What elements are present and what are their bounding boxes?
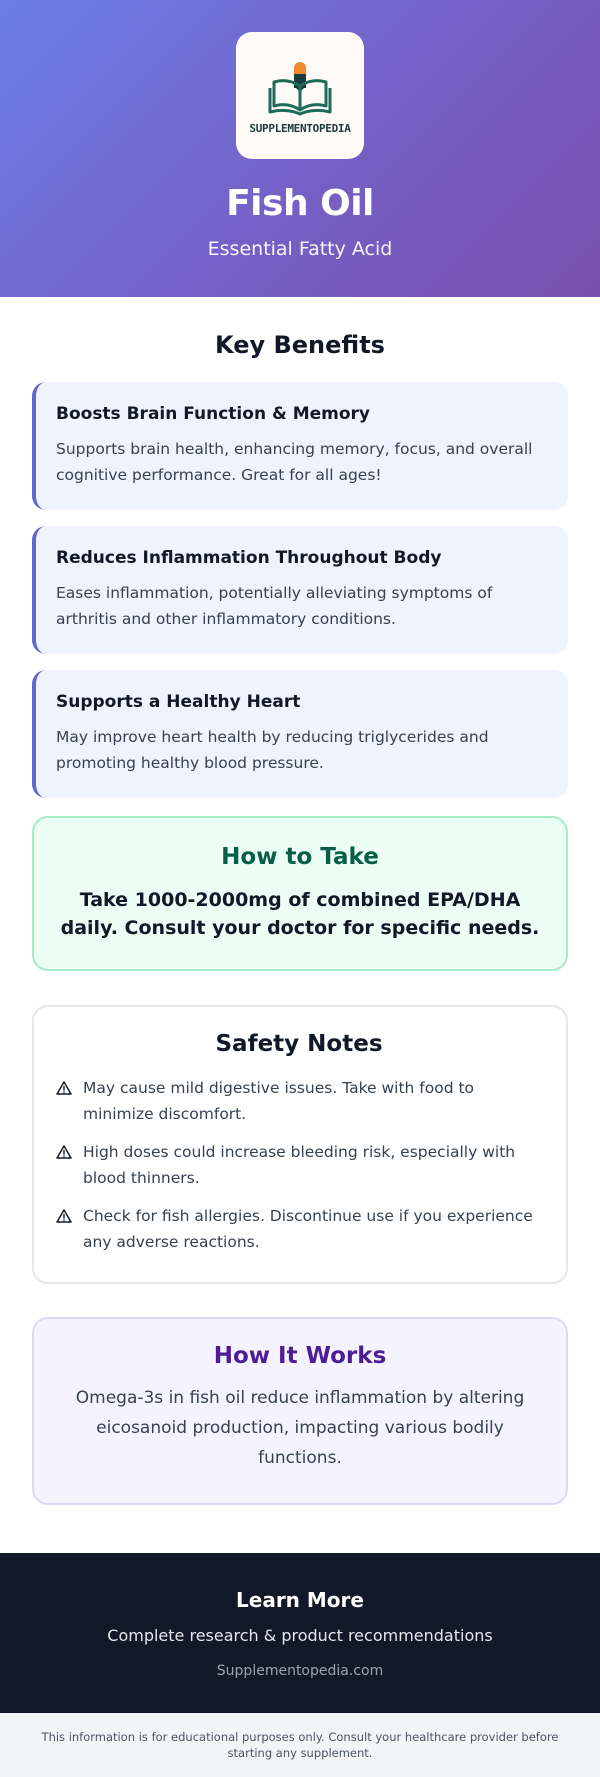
safety-note [56,1075,542,1127]
safety-note-text: May cause mild digestive issues. Take with food to minimize discomfort. [83,1079,475,1123]
benefit-title: Reduces Inflammation Throughout Body [56,548,442,568]
page-title: Fish Oil [226,183,374,224]
benefit-text: Supports brain health, enhancing memory, focus, and overall cognitive performance. Great for all ages! [56,440,533,484]
warning-icon [56,1139,74,1165]
footer [0,1553,600,1713]
hero-header [0,0,600,297]
book-capsule-icon [268,60,332,116]
how-it-works-text: Omega-3s in fish oil reduce inflammation by altering eicosanoid production, impacting various bodily functions. [75,1388,525,1468]
benefit-text: Eases inflammation, potentially alleviating symptoms of arthritis and other inflammatory conditions. [56,584,493,628]
how-it-works-title: How It Works [213,1343,387,1369]
safety-note-text: High doses could increase bleeding risk, especially with blood thinners. [83,1143,516,1187]
benefit-card [32,526,568,654]
benefit-card [32,670,568,798]
how-to-take-text: Take 1000-2000mg of combined EPA/DHA daily. Consult your doctor for specific needs. [60,889,540,939]
footer-subtitle: Complete research & product recommendations [107,1626,493,1645]
brand-logo[interactable] [236,32,364,159]
warning-icon [56,1075,74,1101]
benefit-title: Boosts Brain Function & Memory [56,404,371,424]
how-to-take-title: How to Take [221,844,379,870]
benefit-card [32,382,568,510]
how-to-take-card [32,816,568,971]
safety-note [56,1139,542,1191]
key-benefits-section [0,331,600,1505]
brand-logo-text: SUPPLEMENTOPEDIA [249,122,351,135]
benefit-text: May improve heart health by reducing triglycerides and promoting healthy blood pressure. [56,728,489,772]
safety-note-text: Check for fish allergies. Discontinue use if you experience any adverse reactions. [83,1207,533,1251]
safety-notes-title: Safety Notes [215,1031,383,1057]
safety-notes-card [32,1005,568,1284]
key-benefits-title: Key Benefits [215,331,385,359]
page-subtitle: Essential Fatty Acid [207,238,393,260]
safety-note [56,1203,542,1255]
footer-site-link[interactable]: Supplementopedia.com [216,1663,384,1679]
footer-title: Learn More [236,1588,364,1612]
disclaimer: This information is for educational purposes only. Consult your healthcare provider before starting any supplement. [0,1713,600,1777]
benefit-title: Supports a Healthy Heart [56,692,301,712]
warning-icon [56,1203,74,1229]
how-it-works-card [32,1317,568,1505]
